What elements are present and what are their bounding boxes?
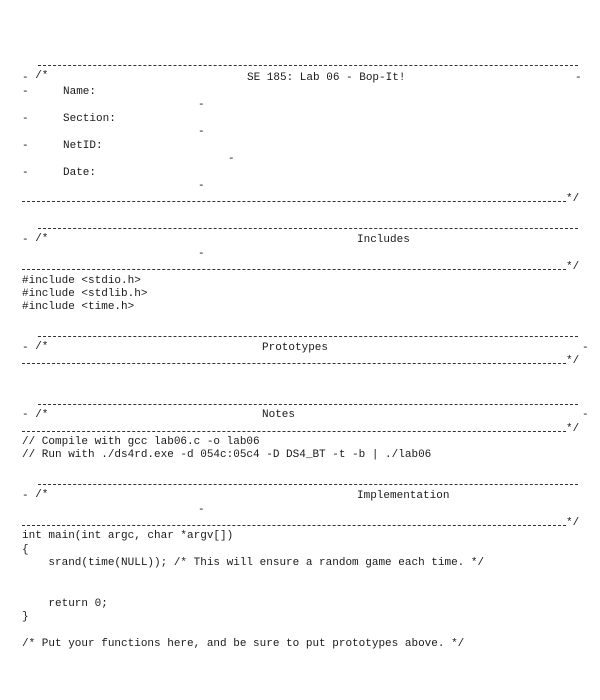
implementation-comment-close: */: [566, 517, 580, 529]
implementation-trailing-marker: -: [198, 504, 205, 516]
includes-comment-close: */: [566, 261, 580, 273]
implementation-title: Implementation: [357, 490, 450, 502]
includes-marker-left: -: [22, 234, 29, 246]
functions-footer-comment: /* Put your functions here, and be sure to put prototypes above. */: [22, 638, 465, 650]
netid-marker: -: [22, 140, 29, 152]
netid-label: NetID:: [63, 140, 103, 152]
date-marker: -: [22, 167, 29, 179]
main-close-brace: }: [22, 611, 29, 623]
main-open-brace: {: [22, 544, 29, 556]
implementation-comment-top-border: /*: [22, 476, 578, 502]
compile-note: // Compile with gcc lab06.c -o lab06: [22, 436, 260, 448]
section-marker: -: [22, 113, 29, 125]
prototypes-comment-top-border: /*: [22, 328, 578, 354]
prototypes-title: Prototypes: [262, 342, 329, 354]
header-marker-right: -: [575, 72, 582, 84]
includes-trailing-marker: -: [198, 248, 205, 260]
header-comment-bottom-border: [22, 193, 566, 219]
header-marker-left: -: [22, 72, 29, 84]
section-trailing-marker: -: [198, 126, 205, 138]
date-label: Date:: [63, 167, 97, 179]
includes-title: Includes: [357, 234, 410, 246]
header-comment-close: */: [566, 193, 580, 205]
notes-title: Notes: [262, 409, 296, 421]
notes-comment-top-border: /*: [22, 396, 578, 422]
prototypes-comment-bottom-border: [22, 355, 566, 381]
header-title: SE 185: Lab 06 - Bop-It!: [247, 72, 406, 84]
name-label: Name:: [63, 86, 97, 98]
date-trailing-marker: -: [198, 180, 205, 192]
notes-marker-left: -: [22, 409, 29, 421]
notes-comment-close: */: [566, 423, 580, 435]
section-label: Section:: [63, 113, 116, 125]
prototypes-marker-right: -: [582, 342, 589, 354]
netid-trailing-marker: -: [228, 153, 235, 165]
run-note: // Run with ./ds4rd.exe -d 054c:05c4 -D DS4_BT -t -b | ./lab06: [22, 449, 432, 461]
main-signature: int main(int argc, char *argv[]): [22, 530, 234, 542]
include-stdlib: #include <stdlib.h>: [22, 288, 148, 300]
name-trailing-marker: -: [198, 99, 205, 111]
srand-line: srand(time(NULL)); /* This will ensure a random game each time. */: [22, 557, 485, 569]
name-marker: -: [22, 86, 29, 98]
prototypes-marker-left: -: [22, 342, 29, 354]
include-stdio: #include <stdio.h>: [22, 275, 141, 287]
return-line: return 0;: [22, 598, 108, 610]
includes-comment-top-border: /*: [22, 220, 578, 246]
header-comment-top-border: /*: [22, 57, 578, 83]
include-time: #include <time.h>: [22, 301, 135, 313]
notes-marker-right: -: [582, 409, 589, 421]
implementation-marker-left: -: [22, 490, 29, 502]
prototypes-comment-close: */: [566, 355, 580, 367]
